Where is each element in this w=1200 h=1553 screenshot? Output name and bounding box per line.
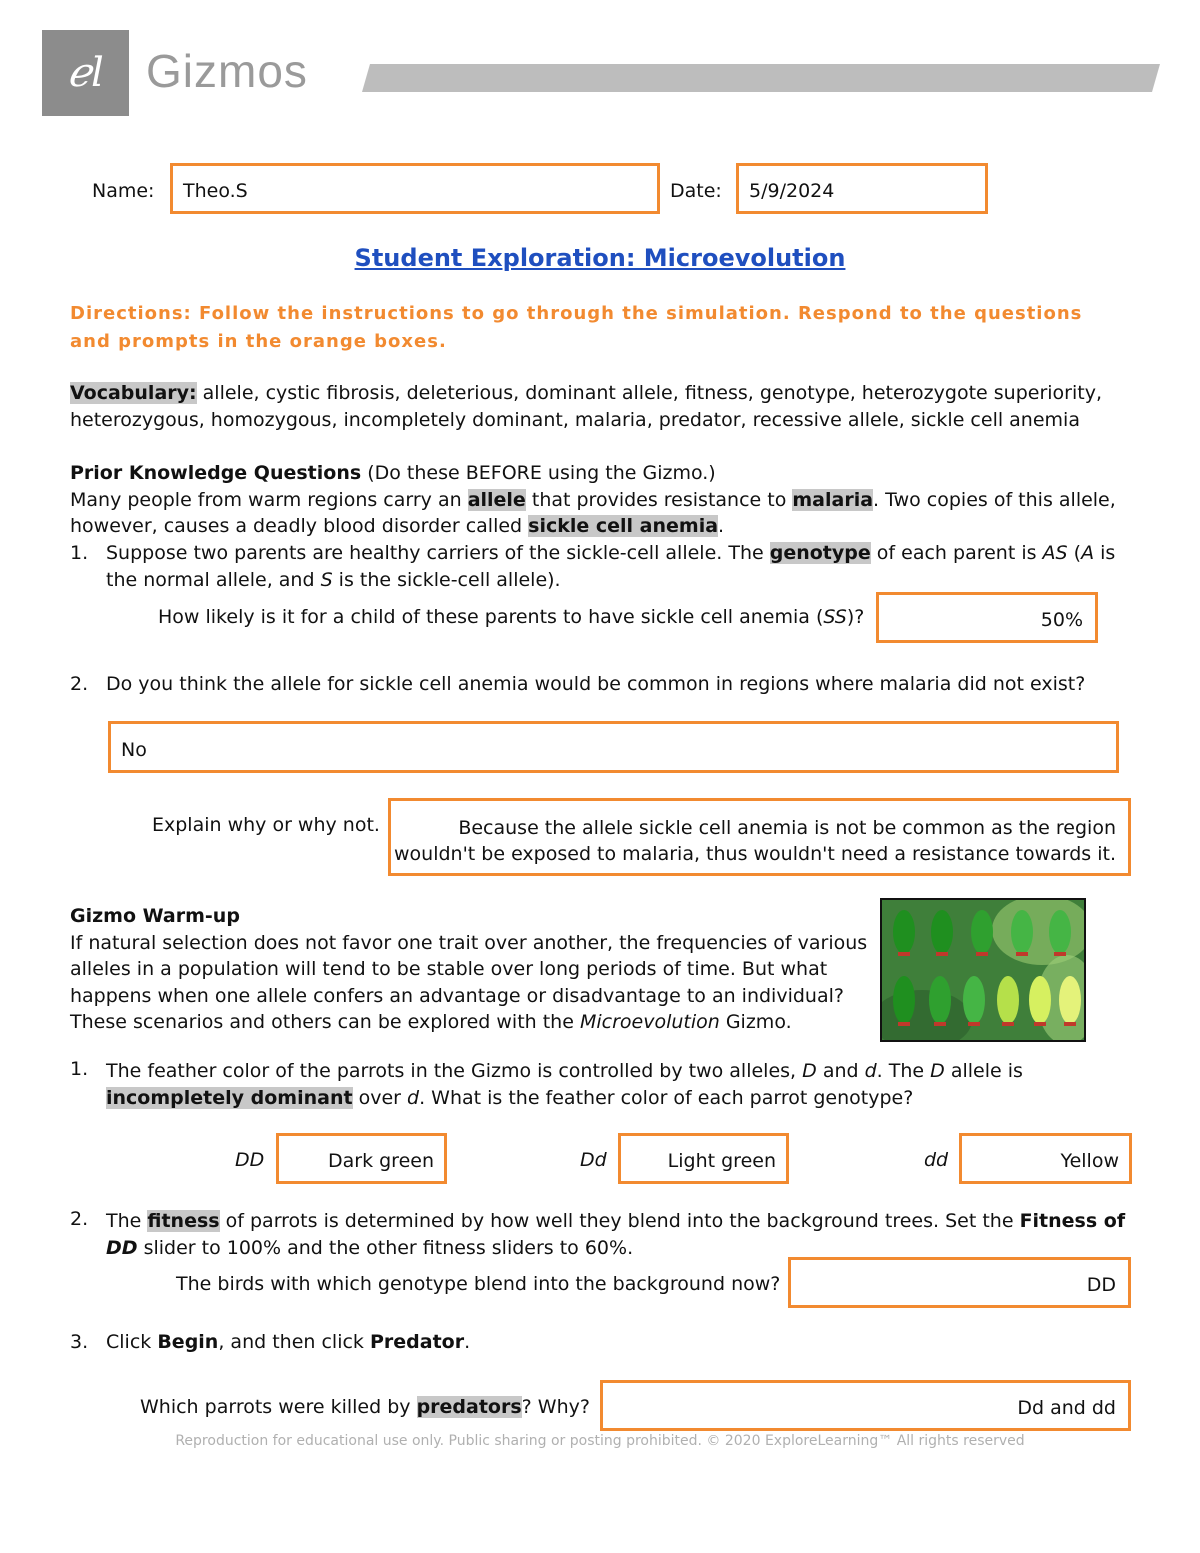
wq2-part: Fitness of <box>1019 1210 1126 1232</box>
parrots-svg <box>882 900 1084 1040</box>
prior-text: . Two copies of this allele, <box>873 488 1116 511</box>
term-predators: predators <box>416 1396 522 1418</box>
q1-part: Suppose two parents are healthy carriers of the sickle-cell allele. The <box>106 542 770 564</box>
q1-answer-field[interactable] <box>876 592 1098 643</box>
Dd-answer-field[interactable] <box>618 1133 789 1184</box>
q2-prompt: The birds with which genotype blend into the background now? <box>176 1273 781 1295</box>
prior-note: (Do these BEFORE using the Gizmo.) <box>361 462 716 484</box>
wq1-part: allele is <box>944 1060 1023 1082</box>
date-value: 5/9/2024 <box>749 180 835 202</box>
wq3-part: Predator <box>369 1331 465 1353</box>
term-sickle: sickle cell anemia <box>528 515 719 537</box>
vocab-line1: allele, cystic fibrosis, deleterious, dominant allele, fitness, genotype, heterozygote superiority, <box>196 382 1102 404</box>
wq1-part: over <box>352 1086 408 1109</box>
q3-prompt <box>140 1396 590 1418</box>
warmup-q3-answer: Dd and dd <box>1017 1397 1116 1419</box>
prior-heading: Prior Knowledge Questions <box>70 462 362 484</box>
wq2-part: of parrots is determined by how well they blend into the background trees. Set the <box>219 1210 1020 1232</box>
q2-answer-field[interactable] <box>108 721 1119 773</box>
q1-part: of each parent is <box>870 542 1043 564</box>
name-label: Name: <box>92 180 155 202</box>
q-number: 2. <box>70 673 89 695</box>
vocab-label: Vocabulary: <box>70 382 197 404</box>
logo-glyph: ℯl <box>67 50 104 96</box>
genotype-DD-label: DD <box>235 1149 265 1171</box>
parrots-illustration <box>880 898 1086 1042</box>
Dd-answer: Light green <box>667 1150 776 1172</box>
q1-prompt <box>158 606 864 628</box>
prior-text: . <box>718 515 725 537</box>
dd-answer: Yellow <box>1060 1150 1119 1172</box>
q1-answer: 50% <box>1040 609 1083 631</box>
q1-part: is the sickle-cell allele). <box>332 568 561 591</box>
term-incompletely-dominant: incompletely dominant <box>106 1086 353 1109</box>
warmup-line: happens when one allele confers an advantage or disadvantage to an individual? <box>70 984 844 1007</box>
term-malaria: malaria <box>792 488 874 511</box>
vocab-line2: heterozygous, homozygous, incompletely dominant, malaria, predator, recessive allele, sickle cell anemia <box>70 408 1080 431</box>
warmup-line: These scenarios and others can be explored with the <box>70 1011 580 1033</box>
warmup-section <box>70 903 870 1036</box>
q2-explain-line: Because the allele sickle cell anemia is not be common as the region <box>458 817 1116 839</box>
date-field[interactable] <box>736 163 988 214</box>
wq1-part: . What is the feather color of each parrot genotype? <box>419 1086 914 1109</box>
q2-explain-line: wouldn't be exposed to malaria, thus wouldn't need a resistance towards it. <box>393 843 1116 865</box>
q2-explain-field[interactable] <box>388 798 1131 876</box>
DD-answer: Dark green <box>327 1150 434 1172</box>
q2-explain-answer <box>394 815 1116 867</box>
warmup-gizmo-name: Microevolution <box>579 1011 720 1033</box>
warmup-line: alleles in a population will tend to be stable over long periods of time. But what <box>70 958 828 980</box>
q3-prompt-part: Which parrots were killed by <box>140 1396 417 1418</box>
wq1-part: d <box>864 1060 877 1082</box>
wq1-part: D <box>930 1060 945 1082</box>
warmup-line: If natural selection does not favor one trait over another, the frequencies of various <box>70 931 868 954</box>
prior-text: however, causes a deadly blood disorder called <box>70 515 529 537</box>
q1-part: is <box>1094 542 1116 564</box>
footer-copyright: Reproduction for educational use only. Public sharing or posting prohibited. © 2020 ExploreLearning™ All rights reserved <box>175 1433 1025 1449</box>
wq2-part: DD <box>106 1236 138 1259</box>
warmup-heading: Gizmo Warm-up <box>70 905 240 927</box>
q2-answer: No <box>121 739 147 761</box>
wq3-part: , and then click <box>218 1331 370 1353</box>
q-number: 1. <box>70 1058 89 1080</box>
q1-part: A <box>1081 542 1095 564</box>
wq1-part: and <box>816 1060 865 1082</box>
genotype-dd-label: dd <box>924 1149 949 1171</box>
warmup-line: Gizmo. <box>719 1011 792 1033</box>
wq3-part: Begin <box>157 1331 219 1353</box>
q2-explain-label: Explain why or why not. <box>152 814 380 836</box>
wq2-part: The <box>106 1210 148 1232</box>
name-value: Theo.S <box>183 180 248 202</box>
wq1-part: The feather color of the parrots in the Gizmo is controlled by two alleles, <box>106 1060 803 1082</box>
warmup-q2-answer: DD <box>1086 1274 1116 1296</box>
q1-part: ( <box>1067 542 1082 564</box>
term-genotype: genotype <box>769 542 871 564</box>
q1-prompt-part: )? <box>846 606 865 628</box>
brand-name: Gizmos <box>146 45 308 97</box>
term-fitness: fitness <box>147 1210 220 1232</box>
prior-knowledge <box>70 460 1130 540</box>
q1-prompt-part: How likely is it for a child of these parents to have sickle cell anemia ( <box>158 606 824 628</box>
q1-prompt-part: SS <box>823 606 847 628</box>
q1-part: the normal allele, and <box>106 568 321 591</box>
wq1-part: . The <box>876 1060 931 1082</box>
logo <box>42 30 129 116</box>
genotype-Dd-label: Dd <box>580 1149 607 1171</box>
wq1-part: D <box>802 1060 817 1082</box>
prior-text: that provides resistance to <box>525 488 793 511</box>
warmup-q3-text <box>106 1331 470 1353</box>
warmup-q1-text <box>106 1058 1136 1111</box>
warmup-q3-answer-field[interactable] <box>600 1380 1131 1431</box>
page-title: Student Exploration: Microevolution <box>354 244 846 272</box>
q2-text: Do you think the allele for sickle cell anemia would be common in regions where malaria did not exist? <box>106 673 1086 695</box>
prior-text: Many people from warm regions carry an <box>70 488 468 511</box>
name-field[interactable] <box>170 163 660 214</box>
vocabulary <box>70 380 1130 433</box>
dd-answer-field[interactable] <box>959 1133 1132 1184</box>
wq3-part: Click <box>106 1331 158 1353</box>
warmup-q2-text <box>106 1208 1136 1261</box>
q1-part: S <box>320 568 333 591</box>
directions: Directions: Follow the instructions to go through the simulation. Respond to the questions and prompts in the orange boxes. <box>70 303 1083 352</box>
wq1-part: d <box>407 1086 420 1109</box>
DD-answer-field[interactable] <box>276 1133 447 1184</box>
term-allele: allele <box>467 488 526 511</box>
q-number: 1. <box>70 542 89 564</box>
warmup-q2-answer-field[interactable] <box>788 1257 1131 1308</box>
q-number: 2. <box>70 1208 89 1230</box>
date-label: Date: <box>670 180 722 202</box>
wq3-part: . <box>464 1331 471 1353</box>
q1-text <box>106 540 1136 593</box>
q1-part: AS <box>1042 542 1068 564</box>
q3-prompt-part: ? Why? <box>521 1396 590 1418</box>
header-bar <box>362 64 1160 92</box>
wq2-part: slider to 100% and the other fitness sliders to 60%. <box>137 1236 634 1259</box>
q-number: 3. <box>70 1331 89 1353</box>
